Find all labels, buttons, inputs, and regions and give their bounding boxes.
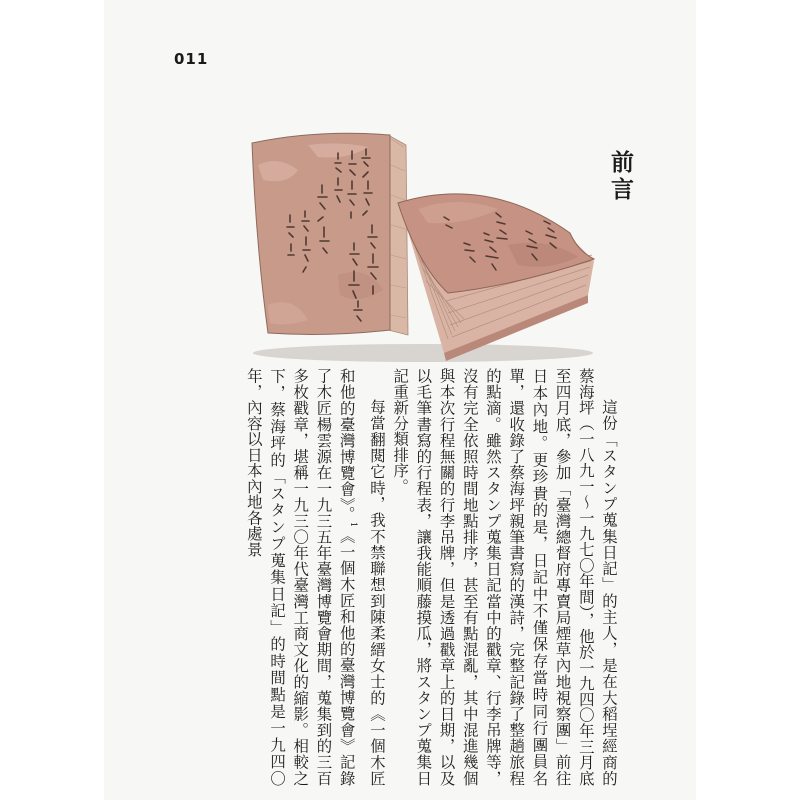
body-text [200, 368, 620, 786]
paragraph-2-text: 每當翻閱它時，我不禁聯想到陳柔縉女士的《一個木匠和他的臺灣博覽會》。 [337, 368, 386, 786]
photo-shadow [253, 344, 593, 362]
stamp-diary-photo [248, 125, 598, 365]
paragraph-2 [242, 368, 388, 786]
book-page [104, 0, 696, 800]
footnote-marker[interactable]: 1 [348, 521, 358, 528]
page-number: 011 [174, 50, 209, 68]
right-book [398, 194, 594, 361]
section-heading: 前言 [607, 150, 633, 204]
paragraph-2-text-continued: 《一個木匠和他的臺灣博覽會》記錄了木匠楊雲源在一九三五年臺灣博覽會期間，蒐集到的三百多枚戳章，堪稱一九三〇年代臺灣工商文化的縮影。相較之下，蔡海坪的「スタンプ蒐集日記」的時間點是一九四〇年，內容以日本內地各處景 [244, 368, 356, 786]
paragraph-1: 這份「スタンプ蒐集日記」的主人，是在大稻埕經商的蔡海坪（一八九一～一九七〇年間），他於一九四〇年三月底至四月底，參加「臺灣總督府專賣局煙草內地視察團」前往日本內地。更珍貴的是，日記中不僅保存當時同行團員名單，還收錄了蔡海坪親筆書寫的漢詩，完整記錄了整趟旅程的點滴。雖然スタンプ蒐集日記當中的戳章、行李吊牌等，沒有完全依照時間地點排序，甚至有點混亂，其中混進幾個與本次行程無關的行李吊牌，但是透過戳章上的日期，以及以毛筆書寫的行程表，讓我能順藤摸瓜，將スタンプ蒐集日記重新分類排序。 [391, 368, 618, 786]
left-book [252, 133, 408, 335]
